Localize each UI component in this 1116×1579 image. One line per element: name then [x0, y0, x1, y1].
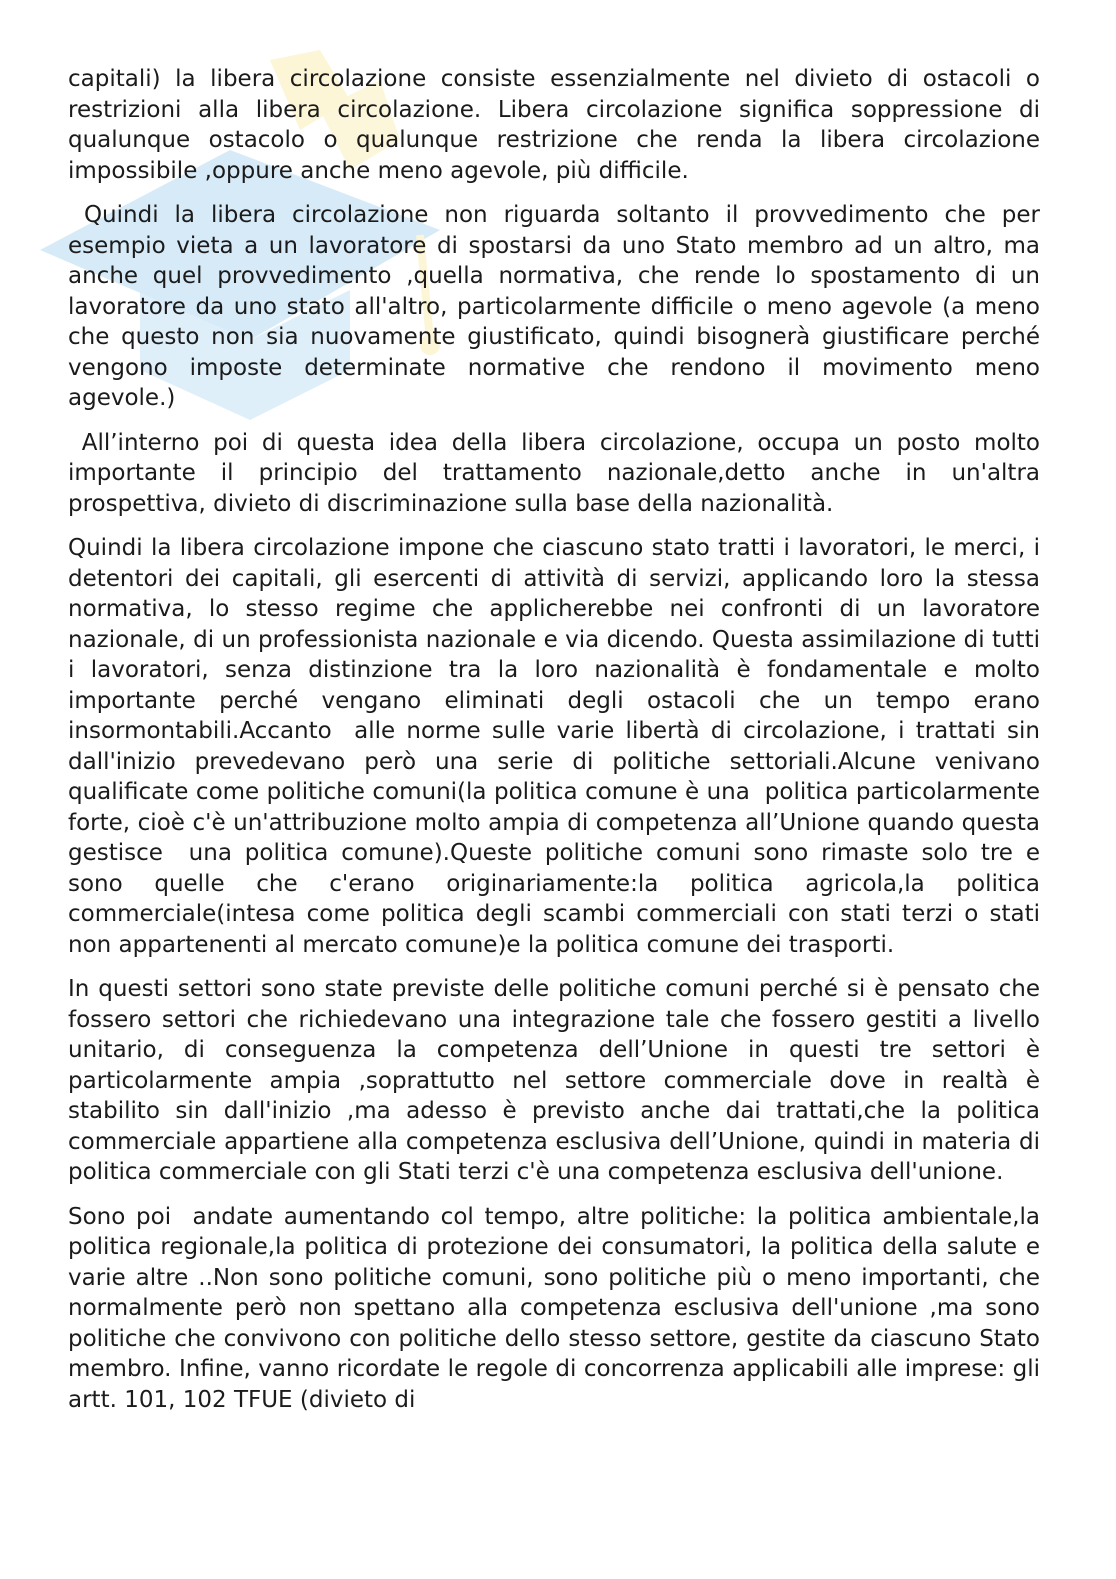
- paragraph: capitali) la libera circolazione consiste essenzialmente nel divieto di ostacoli o restrizioni alla libera circolazione. Libera circolazione significa soppressione di qualunque ostacolo o qualunque restrizione che renda la libera circolazione impossibile ,oppure anche meno agevole, più difficile.: [68, 66, 1048, 184]
- paragraph: Sono poi andate aumentando col tempo, altre politiche: la politica ambientale,la politica regionale,la politica di protezione dei consumatori, la politica della salute e varie altre ..Non sono politiche comuni, sono politiche più o meno importanti, che normalmente però non spettano alla competenza esclusiva dell'unione ,ma sono politiche che convivono con politiche dello stesso settore, gestite da ciascuno Stato membro. Infine, vanno ricordate le regole di concorrenza applicabili alle imprese: gli artt. 101, 102 TFUE (divieto di: [68, 1203, 1048, 1413]
- paragraph: All’interno poi di questa idea della libera circolazione, occupa un posto molto importante il principio del trattamento nazionale,detto anche in un'altra prospettiva, divieto di discriminazione sulla base della nazionalità.: [68, 429, 1048, 517]
- document-body: [68, 64, 1055, 1429]
- paragraph: Quindi la libera circolazione non riguarda soltanto il provvedimento che per esempio vieta a un lavoratore di spostarsi da uno Stato membro ad un altro, ma anche quel provvedimento ,quella normativa, che rende lo spostamento di un lavoratore da uno stato all'altro, particolarmente difficile o meno agevole (a meno che questo non sia nuovamente giustificato, quindi bisognerà giustificare perché vengono imposte determinate normative che rendono il movimento meno agevole.): [68, 202, 1055, 411]
- paragraph: In questi settori sono state previste delle politiche comuni perché si è pensato che fossero settori che richiedevano una integrazione tale che fossero gestiti a livello unitario, di conseguenza la competenza dell’Unione in questi tre settori è particolarmente ampia ,soprattutto nel settore commerciale dove in realtà è stabilito sin dall'inizio ,ma adesso è previsto anche dai trattati,che la politica commerciale appartiene alla competenza esclusiva dell’Unione, quindi in materia di politica commerciale con gli Stati terzi c'è una competenza esclusiva dell'unione.: [68, 976, 1048, 1185]
- paragraph: Quindi la libera circolazione impone che ciascuno stato tratti i lavoratori, le merci, i detentori dei capitali, gli esercenti di attività di servizi, applicando loro la stessa normativa, lo stesso regime che applicherebbe nei confronti di un lavoratore nazionale, di un professionista nazionale e via dicendo. Questa assimilazione di tutti i lavoratori, senza distinzione tra la loro nazionalità è fondamentale e molto importante perché vengano eliminati degli ostacoli che un tempo erano insormontabili.Accanto alle norme sulle varie libertà di circolazione, i trattati sin dall'inizio prevedevano però una serie di politiche settoriali.Alcune venivano qualificate come politiche comuni(la politica comune è una politica particolarmente forte, cioè c'è un'attribuzione molto ampia di competenza all’Unione quando questa gestisce una politica comune).Queste politiche comuni sono rimaste solo tre e sono quelle che c'erano originariamente:la politica agricola,la politica commerciale(intesa come politica degli scambi commerciali con stati terzi o stati non appartenenti al mercato comune)e la politica comune dei trasporti.: [68, 535, 1048, 958]
